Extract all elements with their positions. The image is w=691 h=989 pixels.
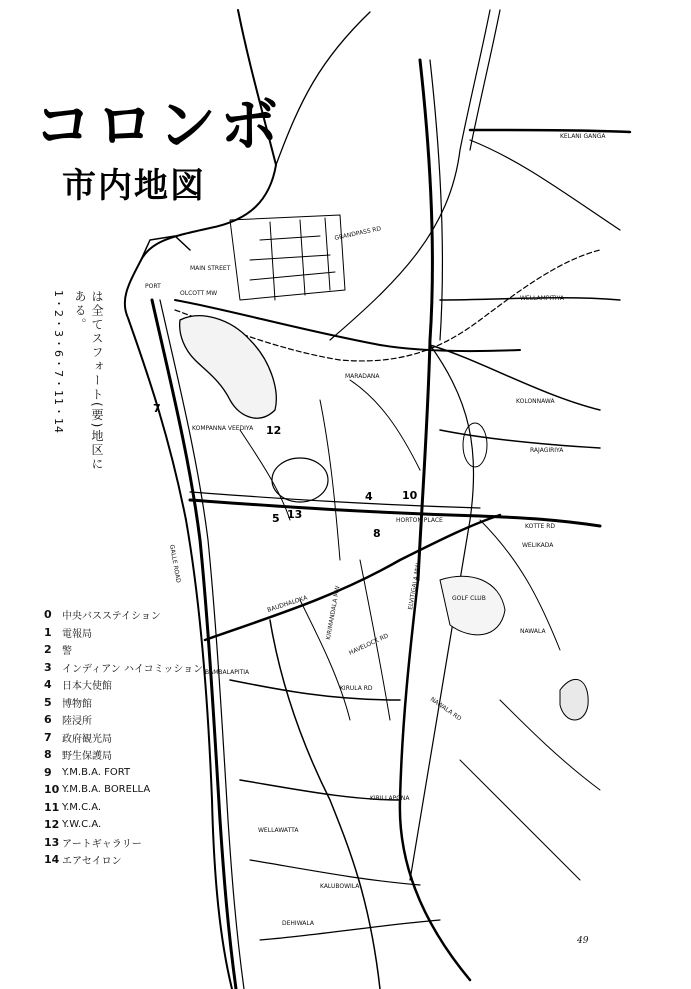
label-kalubowila: KALUBOWILA xyxy=(320,883,360,890)
label-baudhaloka: BAUDHALOKA xyxy=(266,594,309,614)
legend-item xyxy=(44,729,234,747)
label-welikada: WELIKADA xyxy=(522,542,554,549)
map-legend xyxy=(44,606,234,869)
label-wellampitiya: WELLAMPITIYA xyxy=(520,295,564,302)
legend-item xyxy=(44,746,234,764)
legend-number: 4 xyxy=(44,678,52,692)
legend-item xyxy=(44,606,234,624)
legend-number: 6 xyxy=(44,713,52,727)
label-grandpass-rd: GRANDPASS RD xyxy=(333,225,382,242)
legend-label: アートギャラリー xyxy=(62,838,142,850)
legend-label: 中央バスステイション xyxy=(62,611,161,623)
legend-number: 8 xyxy=(44,748,52,762)
legend-label: 電報局 xyxy=(62,628,92,640)
label-maradana: MARADANA xyxy=(345,373,380,380)
label-kirula-rd: KIRULA RD xyxy=(340,685,373,692)
legend-number: 14 xyxy=(44,853,60,867)
legend-number: 3 xyxy=(44,660,52,674)
legend-number: 11 xyxy=(44,800,60,814)
legend-item xyxy=(44,641,234,659)
legend-label: エアセイロン xyxy=(62,856,122,868)
label-dehiwala: DEHIWALA xyxy=(282,920,314,927)
label-rajagiriya: RAJAGIRIYA xyxy=(530,447,564,454)
label-nawala: NAWALA xyxy=(520,628,546,635)
map-marker-7: 7 xyxy=(153,402,161,415)
legend-item xyxy=(44,676,234,694)
label-kirimandala-mw: KIRIMANDALA MW xyxy=(325,585,342,641)
note-numbers: 1・2・3・6・7・11・14 xyxy=(52,290,65,434)
legend-number: 5 xyxy=(44,695,52,709)
legend-item xyxy=(44,781,234,799)
map-marker-13: 13 xyxy=(287,508,303,521)
legend-label: Y.M.B.A. FORT xyxy=(62,766,131,778)
map-marker-8: 8 xyxy=(373,527,381,540)
legend-label: 政府観光局 xyxy=(62,733,112,745)
legend-item xyxy=(44,711,234,729)
legend-item xyxy=(44,851,234,869)
map-marker-12: 12 xyxy=(266,424,282,437)
legend-label: 陸浸所 xyxy=(62,716,92,728)
label-horton-place: HORTON PLACE xyxy=(396,517,443,524)
label-port: PORT xyxy=(145,283,161,290)
label-golf-club: GOLF CLUB xyxy=(452,595,486,602)
legend-number: 1 xyxy=(44,625,52,639)
legend-label: 警 xyxy=(62,646,72,658)
legend-label: インディアン ハイコミッション xyxy=(62,663,204,675)
legend-number: 10 xyxy=(44,783,60,797)
legend-number: 2 xyxy=(44,643,52,657)
label-kolonnawa: KOLONNAWA xyxy=(516,398,555,405)
label-kotte-rd: KOTTE RD xyxy=(525,523,556,530)
legend-label: Y.M.B.A. BORELLA xyxy=(62,784,151,796)
legend-label: 野生保護局 xyxy=(62,751,112,763)
note-text: は全てスフォート(要)地区にある。 xyxy=(73,290,104,472)
legend-item xyxy=(44,834,234,852)
legend-item xyxy=(44,799,234,817)
label-nawala-rd: NAWALA RD xyxy=(428,695,463,723)
map-marker-4: 4 xyxy=(365,490,373,503)
legend-label: Y.M.C.A. xyxy=(62,801,102,813)
label-elvitigala-mw: ELVITIGALA MW xyxy=(407,562,423,611)
label-kompanna-veediya: KOMPANNA VEEDIYA xyxy=(192,425,254,432)
legend-label: 博物館 xyxy=(62,698,92,710)
label-bambalapitiya: BAMBALAPITIA xyxy=(205,669,250,676)
legend-item xyxy=(44,624,234,642)
legend-number: 9 xyxy=(44,765,52,779)
legend-number: 12 xyxy=(44,818,60,832)
legend-number: 7 xyxy=(44,730,52,744)
legend-number: 0 xyxy=(44,608,52,622)
legend-item xyxy=(44,764,234,782)
label-wellawatta: WELLAWATTA xyxy=(258,827,299,834)
label-kelani-ganga: KELANI GANGA xyxy=(560,133,606,140)
legend-number: 13 xyxy=(44,835,60,849)
legend-item xyxy=(44,659,234,677)
legend-item xyxy=(44,694,234,712)
page-number: 49 xyxy=(577,936,589,946)
map-marker-10: 10 xyxy=(402,489,418,502)
label-galle-road: GALLE ROAD xyxy=(168,544,182,584)
label-havelock-rd: HAVELOCK RD xyxy=(347,632,390,657)
map-marker-5: 5 xyxy=(272,512,280,525)
label-olcott-mw: OLCOTT MW xyxy=(180,290,218,297)
legend-item xyxy=(44,816,234,834)
beira-lake xyxy=(180,316,277,418)
label-kirulapona: KIRILLAPONA xyxy=(370,795,410,802)
map-title: コロンボ xyxy=(34,91,283,159)
label-main-street: MAIN STREET xyxy=(190,265,231,272)
legend-label: Y.W.C.A. xyxy=(62,819,102,831)
map-subtitle: 市内地図 xyxy=(62,166,206,206)
legend-label: 日本大使館 xyxy=(62,681,112,693)
